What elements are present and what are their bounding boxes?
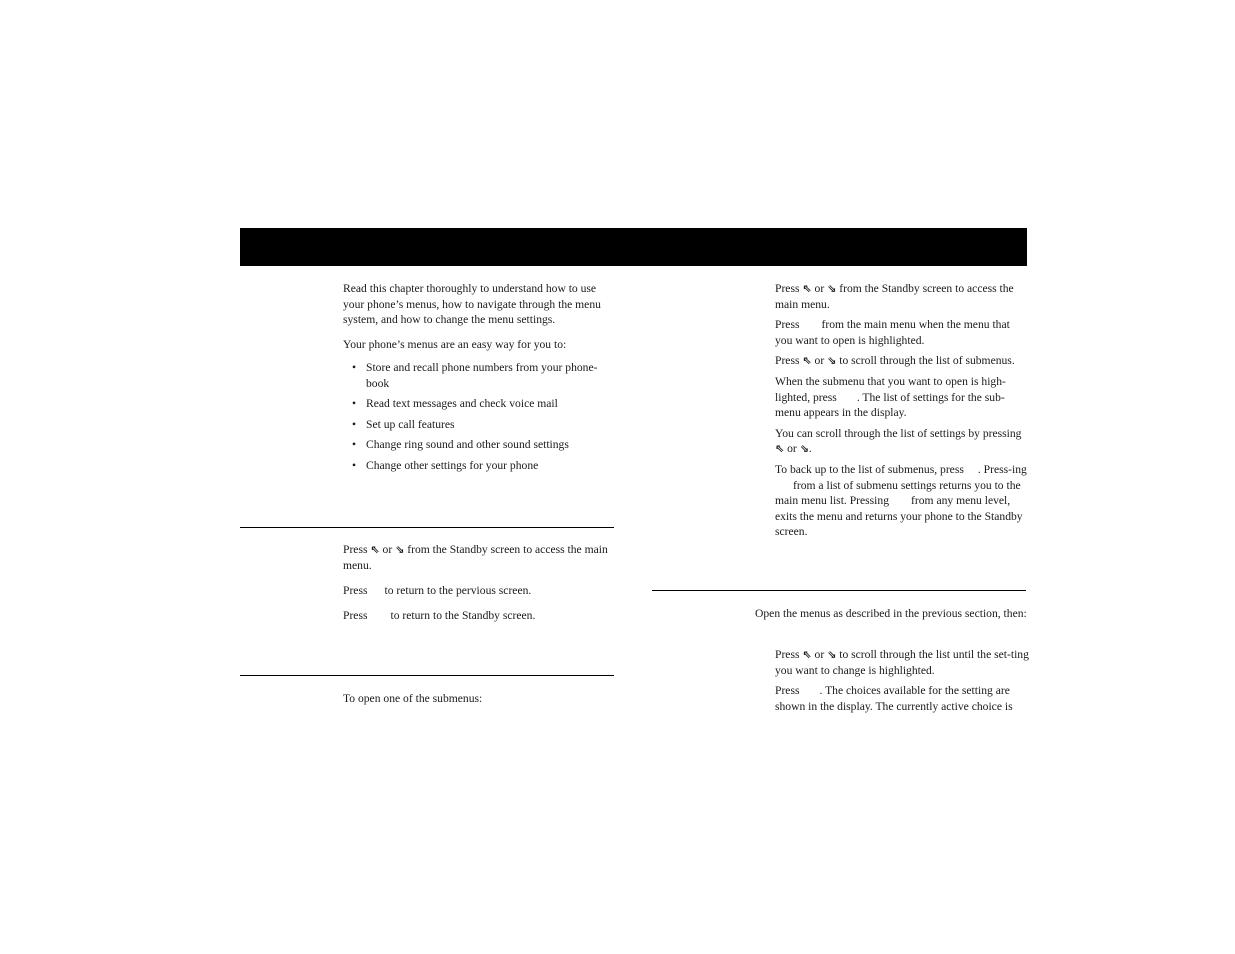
step-open-main-menu: Press ⇖ or ⇘ from the Standby screen to access the main menu. bbox=[775, 282, 1014, 311]
arrow-up-left-icon: ⇖ bbox=[802, 354, 812, 368]
chapter-header-bar bbox=[240, 228, 1027, 266]
list-item: • Store and recall phone numbers from your phone-book bbox=[343, 360, 615, 391]
list-item: • Read text messages and check voice mail bbox=[343, 396, 615, 412]
left-submenu-block bbox=[343, 691, 615, 716]
arrow-up-left-icon: ⇖ bbox=[370, 543, 380, 556]
arrow-up-left-icon: ⇖ bbox=[802, 282, 812, 295]
step-scroll-submenus: Press ⇖ or ⇘ to scroll through the list of submenus. bbox=[775, 354, 1015, 368]
submenu-intro: To open one of the submenus: bbox=[343, 692, 483, 705]
intro-paragraph: Read this chapter thoroughly to understand how to use your phone’s menus, how to navigate through the menu system, and how to change the menu settings. bbox=[343, 282, 601, 327]
step-scroll-to-setting: Press ⇖ or ⇘ to scroll through the list until the set-ting you want to change is highlighted. bbox=[775, 648, 1029, 677]
step-open-submenu: When the submenu that you want to open is high-lighted, press . The list of settings for the sub-menu appears in the display. bbox=[775, 374, 1006, 420]
nav-step-exit: Press to return to the Standby screen. bbox=[343, 608, 536, 622]
nav-step-back: Press to return to the pervious screen. bbox=[343, 583, 532, 597]
step-select-menu: Press from the main menu when the menu that you want to open is highlighted. bbox=[775, 318, 1010, 347]
arrow-down-right-icon: ⇘ bbox=[395, 543, 405, 556]
features-list bbox=[343, 360, 615, 473]
arrow-down-right-icon: ⇘ bbox=[827, 354, 837, 368]
step-show-choices: Press . The choices available for the setting are shown in the display. The currently active choice is bbox=[775, 684, 1013, 713]
arrow-up-left-icon: ⇖ bbox=[802, 648, 812, 661]
step-back-up: To back up to the list of submenus, press . Press-ingfrom a list of submenu settings returns you to the main menu list. Pressing from any menu level, exits the menu and returns your phone to the Standby screen. bbox=[775, 462, 1027, 539]
arrow-up-left-icon: ⇖ bbox=[775, 442, 785, 456]
list-item: • Set up call features bbox=[343, 417, 615, 433]
list-item: • Change ring sound and other sound settings bbox=[343, 437, 615, 453]
right-change-steps bbox=[775, 647, 1029, 724]
arrow-down-right-icon: ⇘ bbox=[827, 648, 837, 661]
step-scroll-settings: You can scroll through the list of settings by pressing ⇖ or ⇘. bbox=[775, 426, 1022, 456]
list-item: • Change other settings for your phone bbox=[343, 458, 615, 474]
change-settings-intro: Open the menus as described in the previous section, then: bbox=[755, 607, 1027, 620]
section-divider bbox=[240, 527, 614, 528]
arrow-down-right-icon: ⇘ bbox=[799, 442, 809, 456]
section-divider bbox=[240, 675, 614, 676]
right-change-intro bbox=[755, 606, 1029, 631]
arrow-down-right-icon: ⇘ bbox=[827, 282, 837, 295]
left-intro-block bbox=[343, 281, 615, 478]
right-submenu-steps bbox=[775, 281, 1029, 549]
left-nav-block bbox=[343, 542, 618, 633]
nav-step-open-menu: Press ⇖ or ⇘ from the Standby screen to access the main menu. bbox=[343, 543, 608, 572]
intro-list-lead: Your phone’s menus are an easy way for you to: bbox=[343, 338, 567, 352]
section-divider bbox=[652, 590, 1026, 591]
